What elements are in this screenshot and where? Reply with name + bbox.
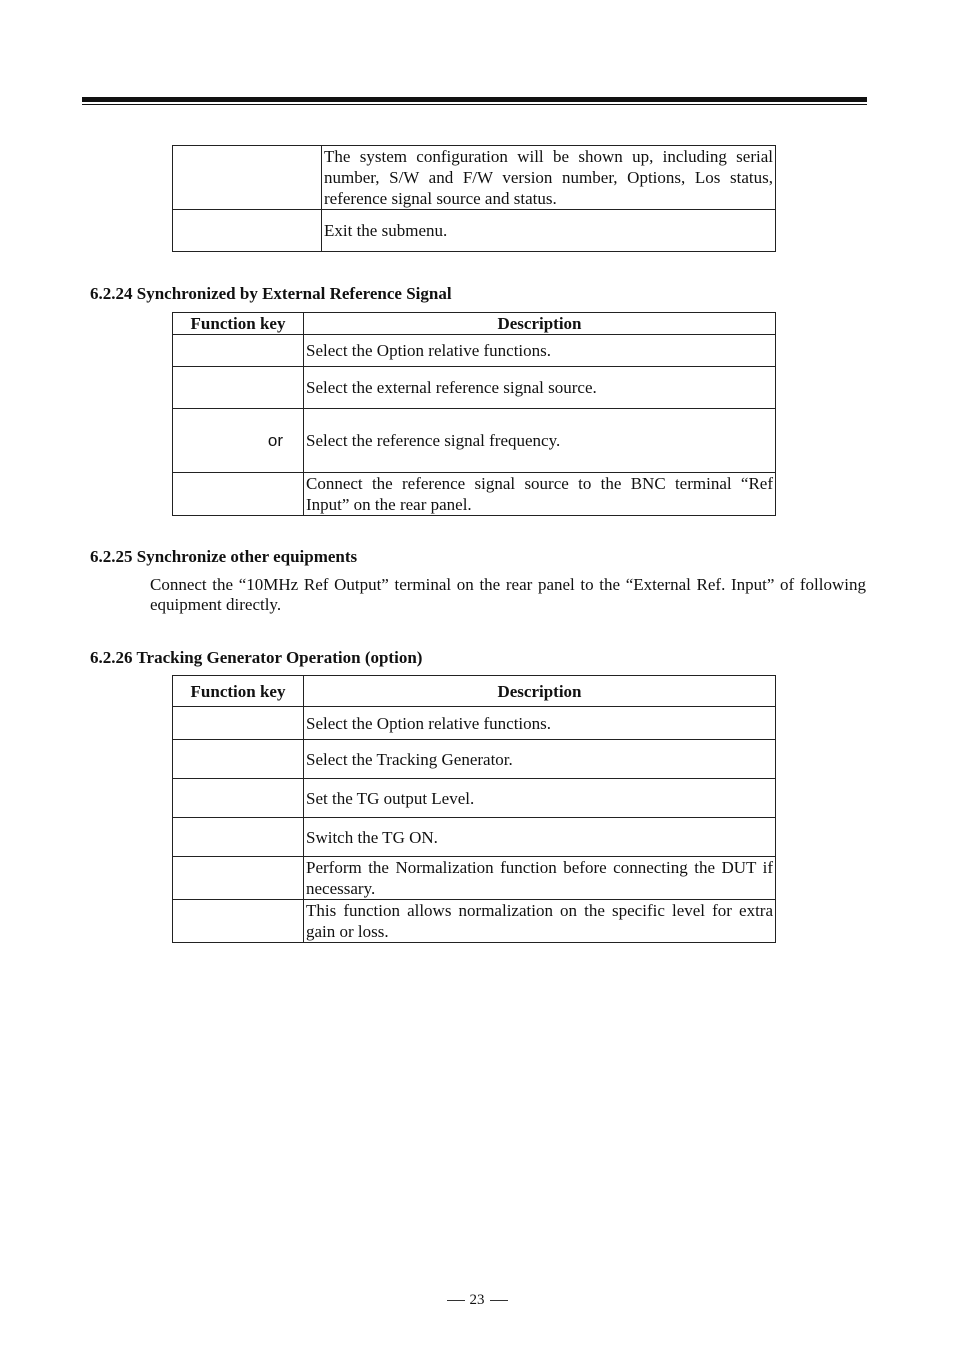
function-key-cell bbox=[173, 779, 304, 818]
description-cell: Select the Option relative functions. bbox=[304, 335, 776, 367]
description-cell: Switch the TG ON. bbox=[304, 818, 776, 857]
page-footer bbox=[0, 1292, 954, 1309]
table-row bbox=[173, 779, 776, 818]
system-config-table bbox=[172, 145, 776, 252]
description-cell: Select the Tracking Generator. bbox=[304, 740, 776, 779]
function-key-cell bbox=[173, 210, 322, 252]
column-header-description: Description bbox=[304, 676, 776, 707]
description-cell: Select the external reference signal source. bbox=[304, 367, 776, 409]
description-cell: Select the reference signal frequency. bbox=[304, 409, 776, 473]
function-key-cell bbox=[173, 857, 304, 900]
table-header-row bbox=[173, 313, 776, 335]
table-row bbox=[173, 210, 776, 252]
description-cell: Exit the submenu. bbox=[322, 210, 776, 252]
table-row bbox=[173, 818, 776, 857]
function-key-cell bbox=[173, 707, 304, 740]
external-reference-table bbox=[172, 312, 776, 516]
table-row bbox=[173, 367, 776, 409]
table-row bbox=[173, 473, 776, 516]
description-cell: Select the Option relative functions. bbox=[304, 707, 776, 740]
footer-dash-right bbox=[490, 1300, 508, 1301]
function-key-cell bbox=[173, 740, 304, 779]
header-rule bbox=[82, 97, 867, 106]
table-row bbox=[173, 900, 776, 943]
description-cell: Perform the Normalization function before connecting the DUT if necessary. bbox=[304, 857, 776, 900]
header-rule-thick bbox=[82, 97, 867, 102]
function-key-cell bbox=[173, 900, 304, 943]
description-cell: The system configuration will be shown up, including serial number, S/W and F/W version number, Options, Los status, reference signal source and status. bbox=[322, 146, 776, 210]
function-key-cell bbox=[173, 367, 304, 409]
column-header-function-key: Function key bbox=[173, 676, 304, 707]
table-header-row bbox=[173, 676, 776, 707]
table-row bbox=[173, 707, 776, 740]
function-key-cell bbox=[173, 335, 304, 367]
description-cell: This function allows normalization on the specific level for extra gain or loss. bbox=[304, 900, 776, 943]
section-paragraph-6-2-25: Connect the “10MHz Ref Output” terminal on the rear panel to the “External Ref. Input” of following equipment directly. bbox=[150, 575, 866, 614]
column-header-function-key: Function key bbox=[173, 313, 304, 335]
footer-dash-left bbox=[447, 1300, 465, 1301]
tracking-generator-table bbox=[172, 675, 776, 943]
column-header-description: Description bbox=[304, 313, 776, 335]
header-rule-thin bbox=[82, 104, 867, 105]
section-heading-6-2-24: 6.2.24 Synchronized by External Reference Signal bbox=[90, 284, 452, 303]
description-cell: Connect the reference signal source to the BNC terminal “Ref Input” on the rear panel. bbox=[304, 473, 776, 516]
function-key-cell bbox=[173, 146, 322, 210]
table-row bbox=[173, 146, 776, 210]
table-row bbox=[173, 740, 776, 779]
section-heading-6-2-25: 6.2.25 Synchronize other equipments bbox=[90, 547, 358, 566]
section-heading-6-2-26: 6.2.26 Tracking Generator Operation (option) bbox=[90, 648, 423, 667]
function-key-cell bbox=[173, 818, 304, 857]
table-row bbox=[173, 335, 776, 367]
function-key-cell: or bbox=[173, 409, 304, 473]
description-cell: Set the TG output Level. bbox=[304, 779, 776, 818]
function-key-cell bbox=[173, 473, 304, 516]
table-row bbox=[173, 857, 776, 900]
page-number: 23 bbox=[469, 1292, 485, 1308]
table-row bbox=[173, 409, 776, 473]
